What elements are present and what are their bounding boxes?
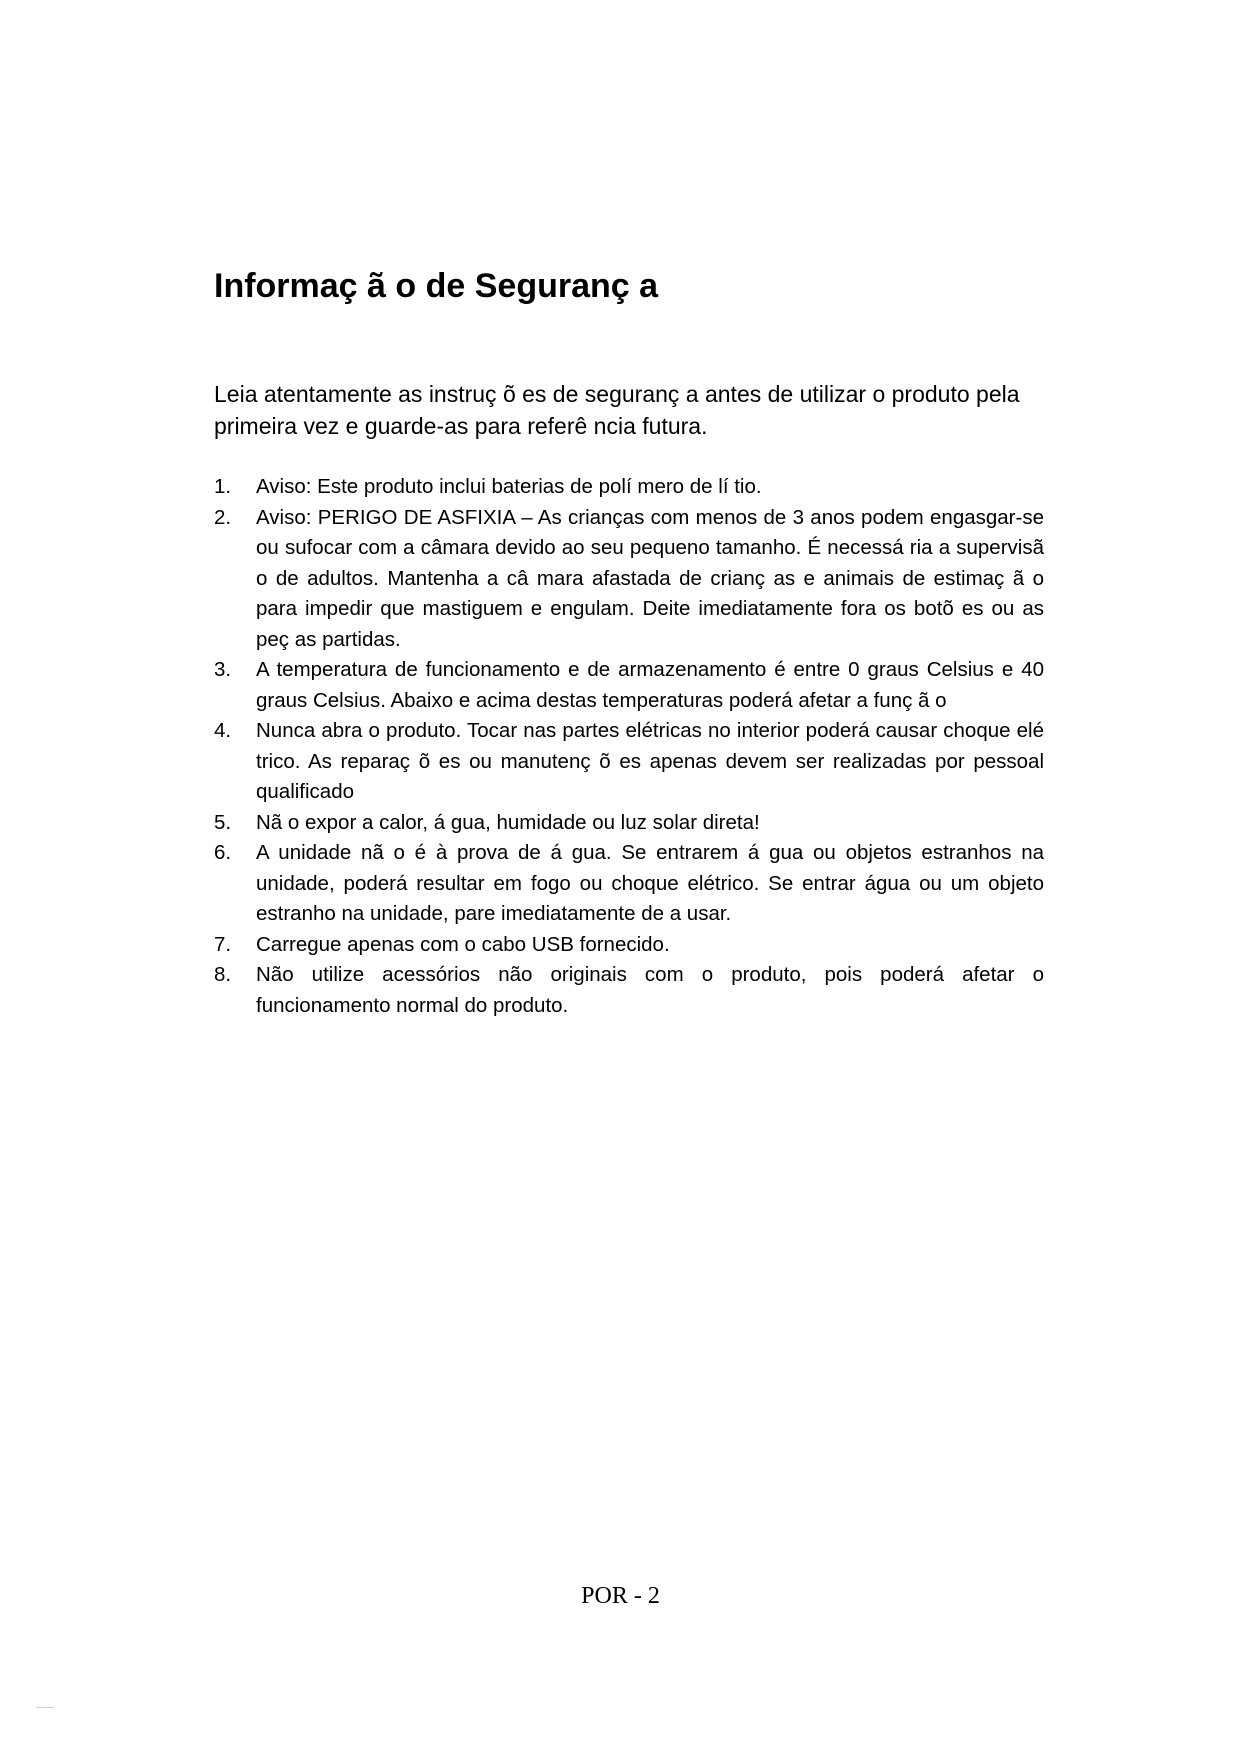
list-item-number: 2. <box>214 505 232 529</box>
list-item-text: Carregue apenas com o cabo USB fornecido. <box>256 932 670 956</box>
safety-list <box>214 472 1044 1021</box>
list-item-number: 1. <box>214 475 232 498</box>
list-item-number: 7. <box>214 932 232 956</box>
list-item <box>214 503 1044 656</box>
list-item-number: 3. <box>214 658 232 681</box>
intro-paragraph: Leia atentamente as instruç õ es de seguranç a antes de utilizar o produto pela primeira vez e guarde-as para referê ncia futura. <box>214 381 1020 439</box>
list-item <box>214 472 1044 503</box>
page-number: POR - 2 <box>581 1583 660 1609</box>
list-item-text: Nunca abra o produto. Tocar nas partes elétricas no interior poderá causar choque elé trico. As reparaç õ es ou manutenç õ es apenas devem ser realizadas por pessoal qualificado <box>256 719 1044 803</box>
list-item <box>214 960 1044 1021</box>
list-item-number: 6. <box>214 841 232 864</box>
page-title: Informaç ã o de Seguranç a <box>214 267 659 305</box>
list-item-text: Nã o expor a calor, á gua, humidade ou luz solar direta! <box>256 810 760 834</box>
list-item-text: Aviso: Este produto inclui baterias de polí mero de lí tio. <box>256 475 762 498</box>
list-item <box>214 838 1044 930</box>
list-item-number: 8. <box>214 963 232 986</box>
list-item <box>214 808 1044 839</box>
list-item-text: A temperatura de funcionamento e de armazenamento é entre 0 graus Celsius e 40 graus Celsius. Abaixo e acima destas temperaturas poderá afetar a funç ã o <box>256 658 1044 712</box>
list-item-text: Não utilize acessórios não originais com o produto, pois poderá afetar o funcionamento normal do produto. <box>256 963 1044 1017</box>
list-item <box>214 655 1044 716</box>
list-item-text: A unidade nã o é à prova de á gua. Se entrarem á gua ou objetos estranhos na unidade, poderá resultar em fogo ou choque elétrico. Se entrar água ou um objeto estranho na unidade, pare imediatamente de a usar. <box>256 841 1044 925</box>
list-item-number: 5. <box>214 810 232 834</box>
list-item <box>214 930 1044 961</box>
list-item-text: Aviso: PERIGO DE ASFIXIA – As crianças com menos de 3 anos podem engasgar-se ou sufocar com a câmara devido ao seu pequeno tamanho. É necessá ria a supervisã o de adultos. Mantenha a câ mara afastada de crianç as e animais de estimaç ã o para impedir que mastiguem e engulam. Deite imediatamente fora os botõ es ou as peç as partidas. <box>256 505 1044 651</box>
scan-mark <box>36 1707 54 1708</box>
list-item <box>214 716 1044 808</box>
list-item-number: 4. <box>214 719 232 742</box>
